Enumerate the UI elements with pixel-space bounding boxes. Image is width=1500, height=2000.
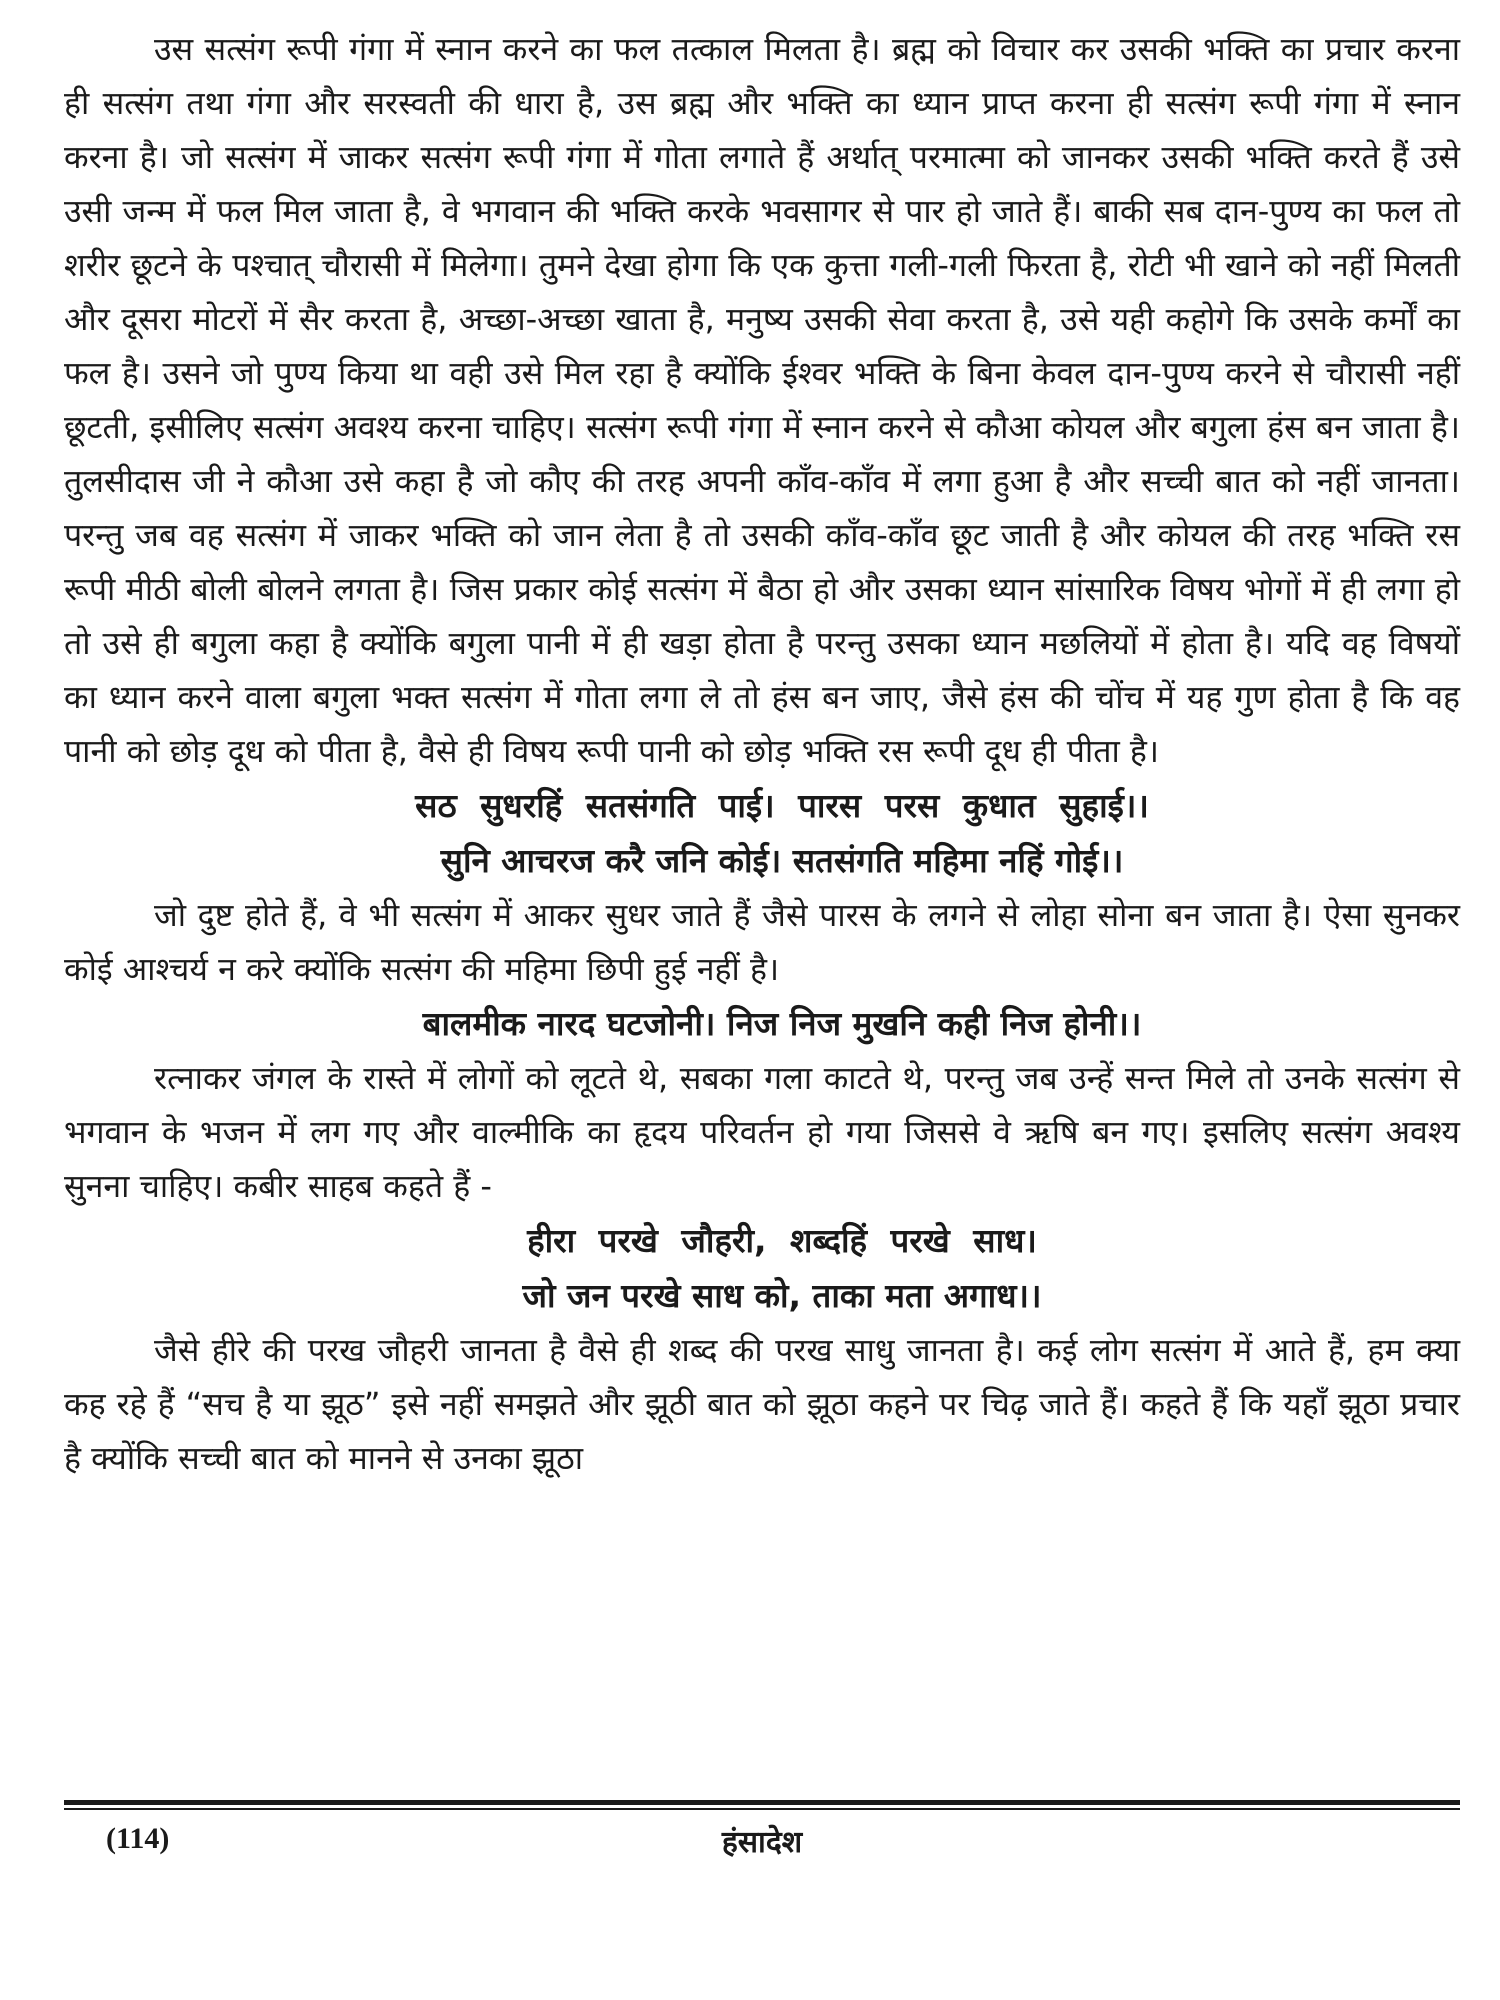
page-footer [64, 1792, 1460, 1872]
running-title: हंसादेश [721, 1825, 803, 1860]
footer-rule [64, 1800, 1460, 1805]
verse-line: सुनि आचरज करै जनि कोई। सतसंगति महिमा नहिं गोई।। [440, 841, 1124, 880]
footer-rule-thin [64, 1808, 1460, 1810]
paragraph-ratnakar: रत्नाकर जंगल के रास्ते में लोगों को लूटते थे, सबका गला काटते थे, परन्तु जब उन्हें सन्त मिले तो उनके सत्संग से भगवान के भजन में लग गए और वाल्मीकि का हृदय परिवर्तन हो गया जिससे वे ऋषि बन गए। इसलिए सत्संग अवश्य सुनना चाहिए। कबीर साहब कहते हैं - [64, 1059, 1460, 1205]
verse-line: जो जन परखे साध को, ताका मता अगाध।। [522, 1276, 1042, 1315]
page-number: (114) [106, 1822, 170, 1855]
page-body [64, 22, 1460, 1842]
paragraph-paras: जो दुष्ट होते हैं, वे भी सत्संग में आकर सुधर जाते हैं जैसे पारस के लगने से लोहा सोना बन जाता है। ऐसा सुनकर कोई आश्चर्य न करे क्योंकि सत्संग की महिमा छिपी हुई नहीं है। [64, 896, 1460, 988]
verse-line: बालमीक नारद घटजोनी। निज निज मुखनि कही निज होनी।। [422, 1004, 1142, 1043]
paragraph-heera: जैसे हीरे की परख जौहरी जानता है वैसे ही शब्द की परख साधु जानता है। कई लोग सत्संग में आते हैं, हम क्या कह रहे हैं “सच है या झूठ” इसे नहीं समझते और झूठी बात को झूठा कहने पर चिढ़ जाते हैं। कहते हैं कि यहाँ झूठा प्रचार है क्योंकि सच्ची बात को मानने से उनका झूठा [64, 1331, 1460, 1477]
paragraph-satsang-ganga: उस सत्संग रूपी गंगा में स्नान करने का फल तत्काल मिलता है। ब्रह्म को विचार कर उसकी भक्ति का प्रचार करना ही सत्संग तथा गंगा और सरस्वती की धारा है, उस ब्रह्म और भक्ति का ध्यान प्राप्त करना ही सत्संग रूपी गंगा में स्नान करना है। जो सत्संग में जाकर सत्संग रूपी गंगा में गोता लगाते हैं अर्थात् परमात्मा को जानकर उसकी भक्ति करते हैं उसे उसी जन्म में फल मिल जाता है, वे भगवान की भक्ति करके भवसागर से पार हो जाते हैं। बाकी सब दान-पुण्य का फल तो शरीर छूटने के पश्चात् चौरासी में मिलेगा। तुमने देखा होगा कि एक कुत्ता गली-गली फिरता है, रोटी भी खाने को नहीं मिलती और दूसरा मोटरों में सैर करता है, अच्छा-अच्छा खाता है, मनुष्य उसकी सेवा करता है, उसे यही कहोगे कि उसके कर्मों का फल है। उसने जो पुण्य किया था वही उसे मिल रहा है क्योंकि ईश्वर भक्ति के बिना केवल दान-पुण्य करने से चौरासी नहीं छूटती, इसीलिए सत्संग अवश्य करना चाहिए। सत्संग रूपी गंगा में स्नान करने से कौआ कोयल और बगुला हंस बन जाता है। तुलसीदास जी ने कौआ उसे कहा है जो कौए की तरह अपनी काँव-काँव में लगा हुआ है और सच्ची बात को नहीं जानता। परन्तु जब वह सत्संग में जाकर भक्ति को जान लेता है तो उसकी काँव-काँव छूट जाती है और कोयल की तरह भक्ति रस रूपी मीठी बोली बोलने लगता है। जिस प्रकार कोई सत्संग में बैठा हो और उसका ध्यान सांसारिक विषय भोगों में ही लगा हो तो उसे ही बगुला कहा है क्योंकि बगुला पानी में ही खड़ा होता है परन्तु उसका ध्यान मछलियों में होता है। यदि वह विषयों का ध्यान करने वाला बगुला भक्त सत्संग में गोता लगा ले तो हंस बन जाए, जैसे हंस की चोंच में यह गुण होता है कि वह पानी को छोड़ दूध को पीता है, वैसे ही विषय रूपी पानी को छोड़ भक्ति रस रूपी दूध ही पीता है। [64, 30, 1460, 770]
verse-line: हीरा परखे जौहरी, शब्दहिं परखे साध। [527, 1221, 1037, 1260]
verse-line: सठ सुधरहिं सतसंगति पाई। पारस परस कुधात सुहाई।। [415, 786, 1149, 825]
